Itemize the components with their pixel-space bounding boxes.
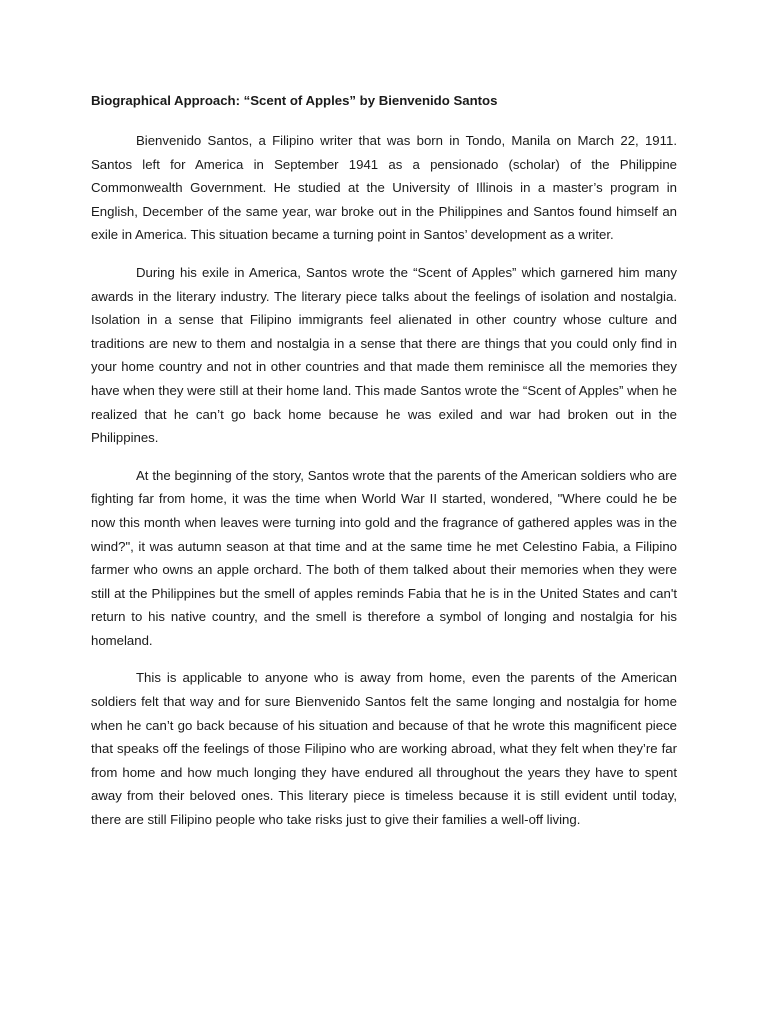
paragraph-2: During his exile in America, Santos wrote the “Scent of Apples” which garnered him many awards in the literary industry. The literary piece talks about the feelings of isolation and nostalgia. Isolation in a sense that Filipino immigrants feel alienated in other country whose culture and traditions are new to them and nostalgia in a sense that there are things that you could only find in your home country and not in other countries and that made them reminisce all the memories they have when they were still at their home land. This made Santos wrote the “Scent of Apples” when he realized that he can’t go back home because he was exiled and war had broken out in the Philippines. [91,264,677,446]
document-title: Biographical Approach: “Scent of Apples” by Bienvenido Santos [91,93,498,108]
document-body [91,92,677,846]
paragraph-1: Bienvenido Santos, a Filipino writer that was born in Tondo, Manila on March 22, 1911. Santos left for America in September 1941 as a pensionado (scholar) of the Philippine Commonwealth Government. He studied at the University of Illinois in a master’s program in English, December of the same year, war broke out in the Philippines and Santos found himself an exile in America. This situation became a turning point in Santos’ development as a writer. [91,133,677,243]
paragraph-3: At the beginning of the story, Santos wrote that the parents of the American soldiers who are fighting far from home, it was the time when World War II started, wondered, "Where could he be now this month when leaves were turning into gold and the fragrance of gathered apples was in the wind?", it was autumn season at that time and at the same time he met Celestino Fabia, a Filipino farmer who owns an apple orchard. The both of them talked about their memories when they were still at the Philippines but the smell of apples reminds Fabia that he is in the United States and can't return to his native country, and the smell is therefore a symbol of longing and nostalgia for his homeland. [91,467,677,648]
paragraph-4: This is applicable to anyone who is away from home, even the parents of the American soldiers felt that way and for sure Bienvenido Santos felt the same longing and nostalgia for home when he can’t go back because of his situation and because of that he wrote this magnificent piece that speaks off the feelings of those Filipino who are working abroad, what they felt when they’re far from home and how much longing they have endured all throughout the years they have to spent away from their beloved ones. This literary piece is timeless because it is still evident until today, there are still Filipino people who take risks just to give their families a well-off living. [91,670,677,828]
